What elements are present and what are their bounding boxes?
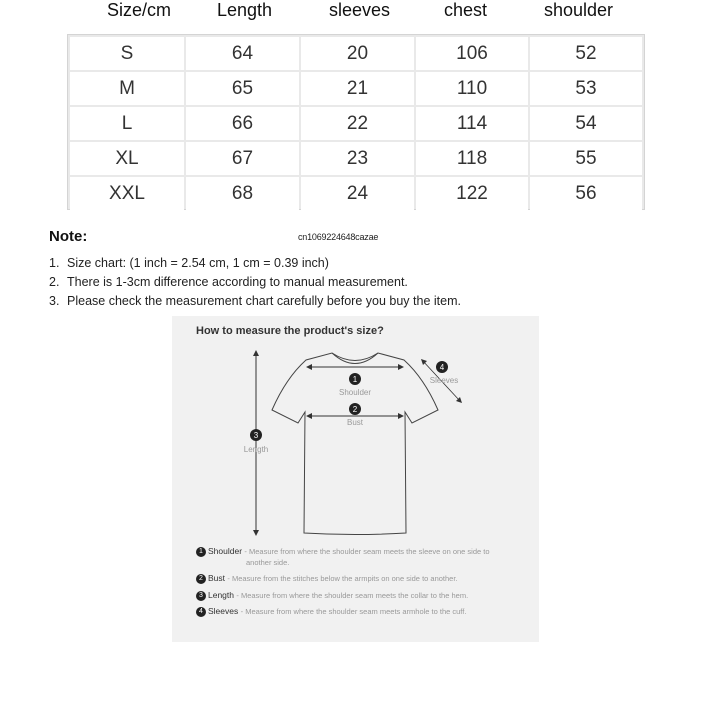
sleeves-label: Sleeves xyxy=(429,376,459,385)
table-cell-chest: 114 xyxy=(416,107,528,140)
guide-title: How to measure the product's size? xyxy=(196,325,384,337)
shoulder-marker-num: 1 xyxy=(352,375,358,384)
table-cell-chest: 118 xyxy=(416,142,528,175)
legend-desc: - Measure from where the shoulder seam meets armhole to the cuff. xyxy=(240,607,467,616)
table-cell-length: 68 xyxy=(186,177,299,210)
shoulder-arrow-left xyxy=(306,364,312,370)
legend-marker: 4 xyxy=(196,607,206,617)
table-cell-sleeves: 24 xyxy=(301,177,414,210)
note-item-2 xyxy=(49,275,408,289)
note-item-text: There is 1-3cm difference according to manual measurement. xyxy=(67,275,408,289)
legend-desc: - Measure from the stitches below the armpits on one side to another. xyxy=(227,574,458,583)
legend-length xyxy=(196,590,468,601)
table-cell-length: 67 xyxy=(186,142,299,175)
table-cell-size: M xyxy=(70,72,184,105)
tshirt-diagram xyxy=(172,338,539,568)
table-cell-chest: 110 xyxy=(416,72,528,105)
table-cell-size: XL xyxy=(70,142,184,175)
bust-marker-num: 2 xyxy=(352,405,358,414)
legend-bust xyxy=(196,573,458,584)
legend-term: Bust xyxy=(208,573,226,583)
table-cell-size: L xyxy=(70,107,184,140)
bust-arrow-left xyxy=(306,413,312,419)
table-cell-sleeves: 21 xyxy=(301,72,414,105)
length-arrow-top xyxy=(253,350,259,356)
shoulder-arrow-right xyxy=(398,364,404,370)
table-cell-size: XXL xyxy=(70,177,184,210)
note-item-text: Please check the measurement chart carefully before you buy the item. xyxy=(67,294,461,308)
table-cell-chest: 122 xyxy=(416,177,528,210)
header-sleeves: sleeves xyxy=(329,0,391,20)
length-arrow-bottom xyxy=(253,530,259,536)
legend-desc: - Measure from where the shoulder seam meets the sleeve on one side to xyxy=(244,547,490,556)
size-table xyxy=(67,34,645,210)
table-cell-shoulder: 56 xyxy=(530,177,642,210)
header-size: Size/cm xyxy=(107,0,172,20)
bust-label: Bust xyxy=(346,418,364,427)
product-code: cn1069224648cazae xyxy=(298,232,379,242)
header-length: Length xyxy=(217,0,273,20)
length-label: Length xyxy=(243,445,269,454)
legend-shoulder xyxy=(196,546,490,567)
table-cell-size: S xyxy=(70,37,184,70)
shoulder-label: Shoulder xyxy=(338,388,372,397)
legend-sleeves xyxy=(196,606,466,617)
table-cell-shoulder: 52 xyxy=(530,37,642,70)
table-cell-length: 65 xyxy=(186,72,299,105)
table-cell-sleeves: 22 xyxy=(301,107,414,140)
table-cell-length: 64 xyxy=(186,37,299,70)
legend-term: Sleeves xyxy=(208,606,239,616)
table-cell-shoulder: 54 xyxy=(530,107,642,140)
measurement-guide xyxy=(172,316,539,642)
sleeves-marker-num: 4 xyxy=(439,363,445,372)
note-item-number: 1. xyxy=(49,256,60,270)
legend-marker: 3 xyxy=(196,591,206,601)
table-cell-chest: 106 xyxy=(416,37,528,70)
legend-marker: 2 xyxy=(196,574,206,584)
note-item-number: 3. xyxy=(49,294,60,308)
table-cell-sleeves: 20 xyxy=(301,37,414,70)
legend-desc: - Measure from where the shoulder seam meets the collar to the hem. xyxy=(236,591,469,600)
bust-arrow-right xyxy=(398,413,404,419)
table-cell-sleeves: 23 xyxy=(301,142,414,175)
table-cell-length: 66 xyxy=(186,107,299,140)
note-item-3 xyxy=(49,294,461,308)
note-item-number: 2. xyxy=(49,275,60,289)
note-title: Note: xyxy=(49,228,88,245)
length-marker-num: 3 xyxy=(253,431,259,440)
legend-marker: 1 xyxy=(196,547,206,557)
note-item-text: Size chart: (1 inch = 2.54 cm, 1 cm = 0.39 inch) xyxy=(67,256,329,270)
legend-term: Shoulder xyxy=(208,546,243,556)
note-item-1 xyxy=(49,256,329,270)
table-cell-shoulder: 53 xyxy=(530,72,642,105)
tshirt-collar xyxy=(332,353,378,364)
header-chest: chest xyxy=(444,0,488,20)
legend-desc-continued: another side. xyxy=(246,558,290,567)
legend-term: Length xyxy=(208,590,234,600)
header-shoulder: shoulder xyxy=(544,0,614,20)
table-cell-shoulder: 55 xyxy=(530,142,642,175)
